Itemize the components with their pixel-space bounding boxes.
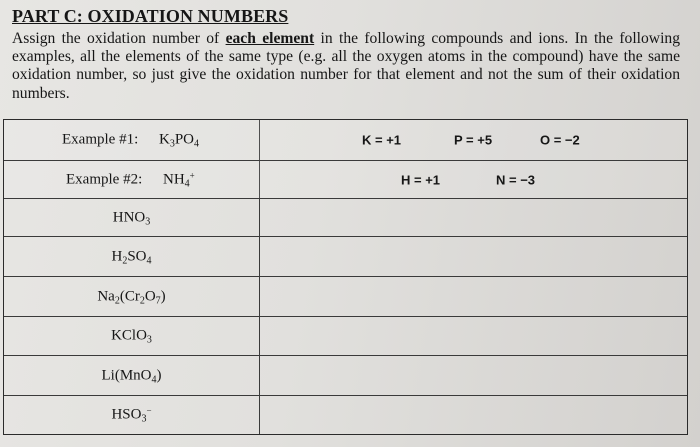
compound-formula: Li(MnO$_4$) — [101, 367, 162, 385]
compound-formula: $HSO_3^-$ — [111, 405, 152, 425]
example-row-1 — [4, 120, 687, 161]
compound-row — [4, 237, 687, 277]
compound-row — [4, 199, 687, 237]
example-1-answer-o: O = −2 — [540, 132, 580, 148]
oxidation-table — [3, 119, 688, 435]
compound-formula: $H_2SO_4$ — [111, 248, 152, 266]
instructions-text-1: Assign the oxidation number of — [12, 30, 226, 47]
example-2-compound — [66, 171, 195, 188]
compound-row — [4, 317, 687, 356]
compound-formula: KClO$_3$ — [111, 327, 152, 346]
example-1-answer-k: K = +1 — [362, 132, 402, 148]
example-1-compound — [62, 132, 199, 149]
example-2-answer-n: N = −3 — [496, 172, 536, 187]
example-2-answer-h: H = +1 — [401, 172, 441, 187]
compound-row — [4, 356, 687, 396]
example-label: Example #1: — [62, 131, 139, 148]
section-heading: PART C: OXIDATION NUMBERS — [12, 6, 289, 26]
example-row-2 — [4, 161, 687, 199]
example-label: Example #2: — [66, 171, 143, 187]
formula: $K_3PO_4$ — [159, 131, 200, 150]
instructions-emphasis: each element — [225, 30, 315, 47]
instructions-text-2: in the following compounds and ions. In the following examples, all the elements of the same type (e.g. all the oxygen atoms in the compound) have the same oxidation number, so just give the oxidation number for that element and not the sum of their oxidation numbers. — [12, 30, 680, 102]
example-1-answer-p: P = +5 — [454, 132, 493, 148]
formula: $NH_4^+$ — [163, 170, 195, 189]
instructions-paragraph — [12, 30, 680, 103]
compound-row — [4, 396, 687, 434]
compound-row — [4, 277, 687, 317]
compound-formula: $HNO_3$ — [112, 209, 151, 227]
compound-formula: $Na_2(Cr_2O_7)$ — [97, 288, 166, 306]
